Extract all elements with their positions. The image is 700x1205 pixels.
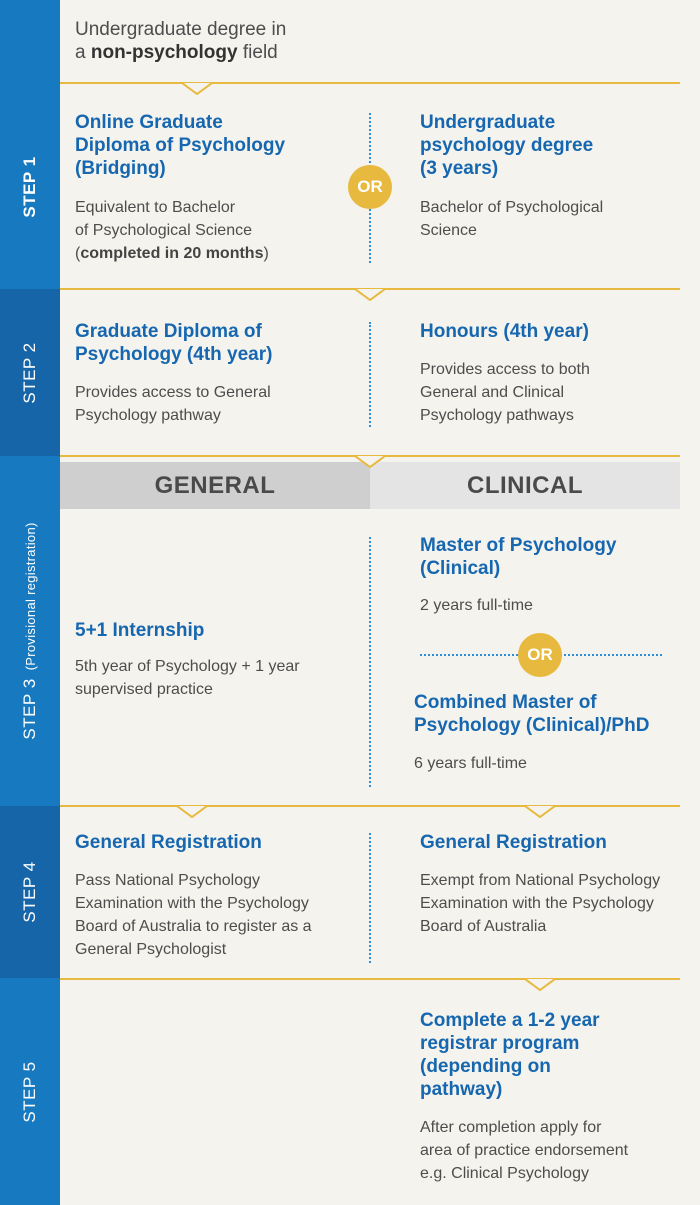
- sidebar-step-2: [0, 289, 60, 456]
- step-1-right-body: Bachelor of Psychological Science: [420, 199, 604, 239]
- divider-arrow: [525, 806, 555, 818]
- intro-line-2: a non-psychology field: [75, 42, 278, 63]
- intro-text: [75, 18, 286, 64]
- sidebar-step-1: [0, 84, 60, 289]
- general-pathway-header: GENERAL: [60, 462, 370, 509]
- or-badge: OR: [348, 165, 392, 209]
- step-3-label: STEP 3(Provisional registration): [20, 522, 39, 740]
- step-3-general-body: 5th year of Psychology + 1 year supervised practice: [75, 658, 300, 698]
- clinical-pathway-header: CLINICAL: [370, 462, 680, 509]
- step-4-right-title: General Registration: [420, 832, 607, 853]
- divider-arrow: [525, 979, 555, 991]
- sidebar-step-3: [0, 456, 60, 806]
- step-3-clinical-master-body: 2 years full-time: [420, 597, 533, 614]
- step-3-separator: [369, 537, 371, 787]
- step-3-clinical-master-title: Master of Psychology (Clinical): [420, 535, 617, 579]
- step-1-left-title: Online Graduate Diploma of Psychology (Bridging): [75, 112, 286, 179]
- step-4-left-title: General Registration: [75, 832, 262, 853]
- step-1-right-title: Undergraduate psychology degree (3 years): [420, 112, 594, 179]
- step-2-label: STEP 2: [20, 341, 39, 404]
- divider-step-4: [60, 978, 680, 980]
- step-3-combined-phd-body: 6 years full-time: [414, 755, 527, 772]
- step-3-general-title: 5+1 Internship: [75, 620, 205, 641]
- divider-arrow: [355, 289, 385, 301]
- step-2-right-body: Provides access to both General and Clinical Psychology pathways: [420, 361, 590, 424]
- step-5-body: After completion apply for area of practice endorsement e.g. Clinical Psychology: [420, 1119, 629, 1182]
- step-2-right-title: Honours (4th year): [420, 321, 589, 342]
- step-4-label: STEP 4: [20, 861, 39, 923]
- divider-arrow: [177, 806, 207, 818]
- or-badge: OR: [518, 633, 562, 677]
- divider-step-3: [60, 805, 680, 807]
- step-3-combined-phd-title: Combined Master of Psychology (Clinical)/PhD: [414, 692, 650, 736]
- step-1-left-body: Equivalent to Bachelor of Psychological Science (completed in 20 months): [75, 199, 269, 262]
- step-1-label: STEP 1: [20, 155, 39, 218]
- divider-arrow: [355, 456, 385, 468]
- step-2-separator: [369, 322, 371, 427]
- step-4-separator: [369, 833, 371, 963]
- step-3-sublabel: (Provisional registration): [23, 522, 38, 671]
- step-5-title: Complete a 1-2 year registrar program (depending on pathway): [420, 1010, 600, 1100]
- divider-arrow: [182, 83, 212, 95]
- sidebar-intro-segment: [0, 0, 60, 84]
- step-5-label: STEP 5: [20, 1060, 39, 1123]
- step-2-left-title: Graduate Diploma of Psychology (4th year): [75, 321, 273, 365]
- step-4-right-body: Exempt from National Psychology Examination with the Psychology Board of Australia: [420, 872, 661, 935]
- step-2-left-body: Provides access to General Psychology pathway: [75, 384, 271, 424]
- intro-line-1: Undergraduate degree in: [75, 19, 287, 40]
- sidebar-step-4: [0, 806, 60, 978]
- sidebar-step-5: [0, 978, 60, 1205]
- divider-intro: [60, 82, 680, 84]
- step-4-left-body: Pass National Psychology Examination with the Psychology Board of Australia to register as a General Psychologist: [75, 872, 312, 958]
